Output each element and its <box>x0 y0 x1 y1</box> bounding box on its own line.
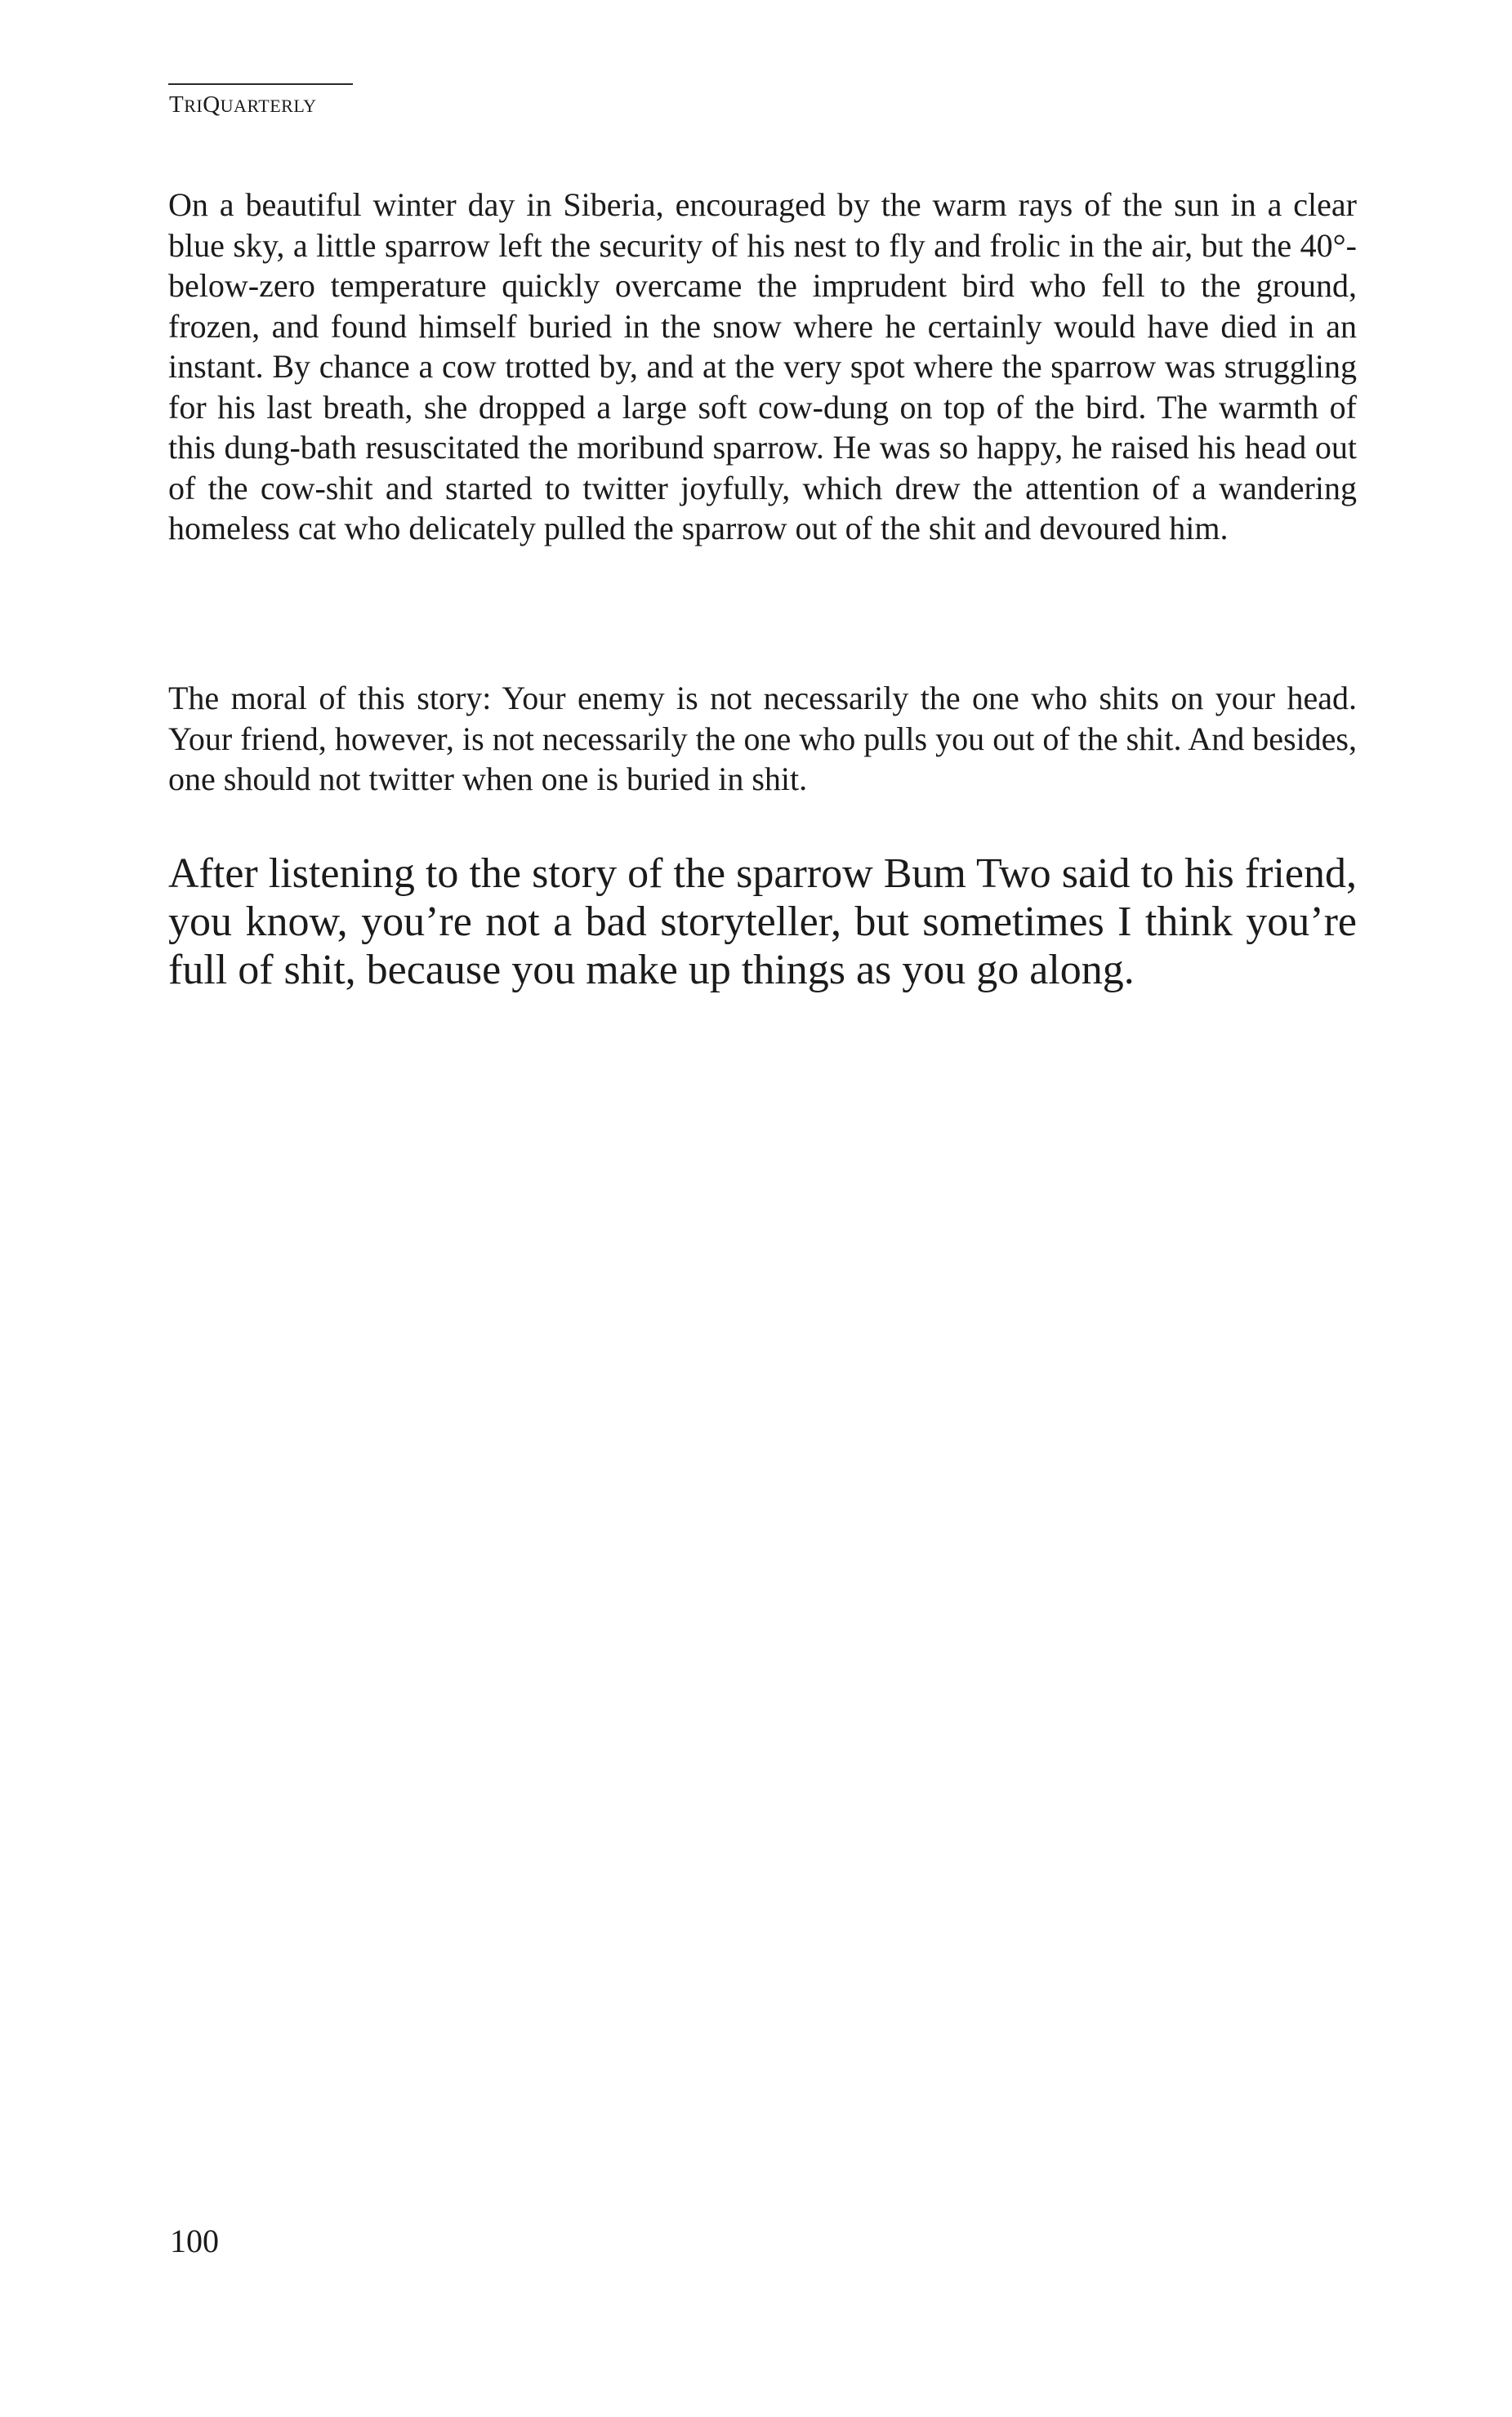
running-head-quarterly-cap: Q <box>203 91 221 118</box>
header-rule <box>168 83 353 85</box>
running-head-tri-small: RI <box>184 96 203 116</box>
story-paragraph: On a beautiful winter day in Siberia, encouraged by the warm rays of the sun in a clear blue sky, a little sparrow left the security of his nest to fly and frolic in the air, but the 40°-below-zero temperature quickly overcame the imprudent bird who fell to the ground, frozen, and found himself buried in the snow where he certainly would have died in an instant. By chance a cow trotted by, and at the very spot where the sparrow was struggling for his last breath, she dropped a large soft cow-dung on top of the bird. The warmth of this dung-bath resuscitated the moribund sparrow. He was so happy, he raised his head out of the cow-shit and started to twitter joyfully, which drew the attention of a wandering homeless cat who delicately pulled the sparrow out of the shit and devoured him. <box>168 186 1357 546</box>
moral-paragraph: The moral of this story: Your enemy is not necessarily the one who shits on your head. Your friend, however, is not necessarily the one who pulls you out of the shit. And besides, one should not twitter when one is buried in shit. <box>168 680 1357 797</box>
reply-paragraph: After listening to the story of the sparrow Bum Two said to his friend, you know, you’re not a bad storyteller, but sometimes I think you’re full of shit, because you make up things as you go along. <box>168 850 1357 993</box>
running-head <box>169 93 316 117</box>
running-head-tri-cap: T <box>169 91 185 118</box>
running-head-quarterly-small: UARTERLY <box>220 96 317 116</box>
page-number: 100 <box>170 2223 219 2259</box>
